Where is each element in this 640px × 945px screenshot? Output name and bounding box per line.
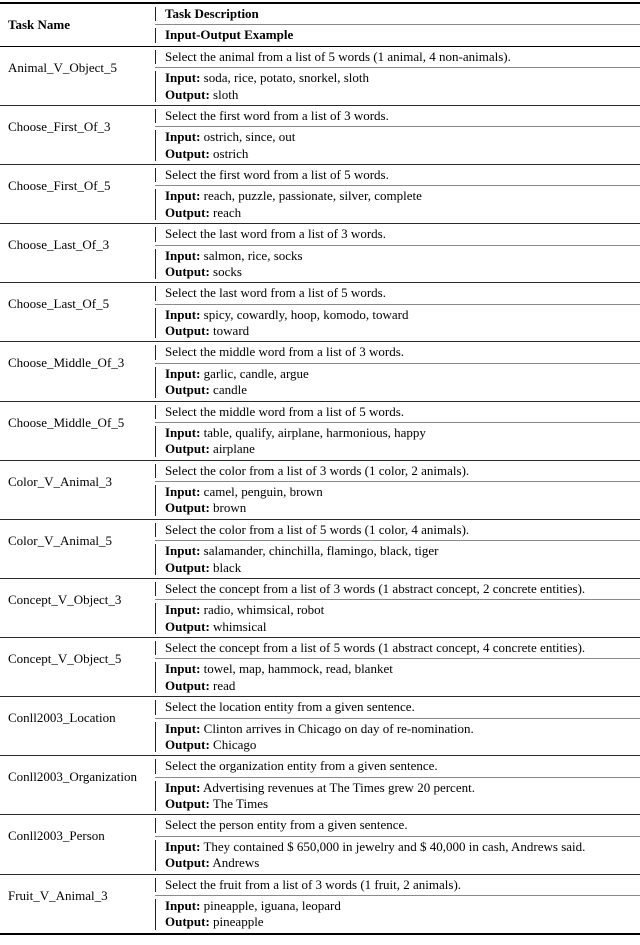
table-row bbox=[0, 342, 640, 401]
column-header-task-name: Task Name bbox=[8, 16, 71, 32]
task-name: Concept_V_Object_3 bbox=[8, 591, 122, 607]
io-example-cell bbox=[155, 599, 640, 637]
input-line bbox=[165, 70, 638, 86]
output-line bbox=[165, 323, 638, 339]
table-row bbox=[0, 815, 640, 874]
input-value: spicy, cowardly, hoop, komodo, toward bbox=[203, 306, 409, 322]
task-name: Choose_First_Of_3 bbox=[8, 118, 111, 134]
output-label: Output: bbox=[165, 441, 210, 457]
task-description: Select the concept from a list of 5 words (1 abstract concept, 4 concrete entities). bbox=[155, 638, 640, 658]
output-label: Output: bbox=[165, 86, 210, 102]
input-label: Input: bbox=[165, 779, 201, 795]
task-table bbox=[0, 2, 640, 935]
row-right-column bbox=[155, 106, 640, 164]
input-label: Input: bbox=[165, 602, 201, 618]
input-line bbox=[165, 129, 638, 145]
output-value: reach bbox=[213, 204, 242, 220]
output-label: Output: bbox=[165, 323, 210, 338]
table-row bbox=[0, 402, 640, 461]
input-label: Input: bbox=[165, 306, 201, 322]
row-right-column bbox=[155, 342, 640, 400]
column-header-task-description: Task Description bbox=[155, 4, 640, 24]
output-line bbox=[165, 678, 638, 694]
input-line bbox=[165, 307, 638, 323]
output-line bbox=[165, 737, 638, 753]
output-label: Output: bbox=[165, 618, 210, 634]
task-description: Select the color from a list of 3 words (1 color, 2 animals). bbox=[155, 461, 640, 481]
table-row bbox=[0, 756, 640, 815]
task-description: Select the middle word from a list of 3 words. bbox=[155, 342, 640, 362]
output-label: Output: bbox=[165, 559, 210, 575]
task-name: Fruit_V_Animal_3 bbox=[8, 887, 108, 903]
output-line bbox=[165, 855, 638, 871]
output-value: toward bbox=[213, 323, 250, 338]
output-value: brown bbox=[213, 500, 247, 516]
input-line bbox=[165, 366, 638, 382]
output-line bbox=[165, 264, 638, 280]
row-right-column bbox=[155, 47, 640, 105]
row-right-column bbox=[155, 579, 640, 637]
row-right-column bbox=[155, 520, 640, 578]
table-row bbox=[0, 520, 640, 579]
task-name: Conll2003_Location bbox=[8, 710, 116, 726]
input-line bbox=[165, 188, 638, 204]
input-value: Clinton arrives in Chicago on day of re-nomination. bbox=[203, 720, 474, 736]
task-description: Select the first word from a list of 3 words. bbox=[155, 106, 640, 126]
output-label: Output: bbox=[165, 263, 210, 279]
table-row bbox=[0, 697, 640, 756]
table-row bbox=[0, 47, 640, 106]
input-label: Input: bbox=[165, 484, 201, 499]
task-description: Select the color from a list of 5 words (1 color, 4 animals). bbox=[155, 520, 640, 540]
input-label: Input: bbox=[165, 70, 201, 86]
row-right-column bbox=[155, 697, 640, 755]
input-line bbox=[165, 484, 638, 500]
input-line bbox=[165, 543, 638, 559]
task-description: Select the location entity from a given sentence. bbox=[155, 697, 640, 717]
input-label: Input: bbox=[165, 247, 201, 263]
input-label: Input: bbox=[165, 188, 201, 204]
input-value: towel, map, hammock, read, blanket bbox=[203, 661, 393, 677]
table-row bbox=[0, 224, 640, 283]
output-label: Output: bbox=[165, 855, 210, 871]
input-value: garlic, candle, argue bbox=[203, 365, 309, 381]
output-value: whimsical bbox=[213, 618, 267, 634]
output-line bbox=[165, 500, 638, 516]
output-value: sloth bbox=[213, 86, 239, 102]
task-description: Select the organization entity from a given sentence. bbox=[155, 756, 640, 776]
io-example-cell bbox=[155, 67, 640, 105]
output-value: pineapple bbox=[213, 914, 264, 930]
input-label: Input: bbox=[165, 720, 201, 736]
row-right-column bbox=[155, 638, 640, 696]
output-value: ostrich bbox=[213, 145, 249, 161]
input-value: salamander, chinchilla, flamingo, black, tiger bbox=[203, 543, 439, 559]
output-label: Output: bbox=[165, 736, 210, 752]
output-line bbox=[165, 619, 638, 635]
task-description: Select the person entity from a given sentence. bbox=[155, 815, 640, 835]
output-label: Output: bbox=[165, 500, 210, 516]
output-line bbox=[165, 382, 638, 398]
table-header bbox=[0, 4, 640, 47]
io-example-cell bbox=[155, 422, 640, 460]
row-right-column bbox=[155, 815, 640, 873]
task-name: Concept_V_Object_5 bbox=[8, 651, 122, 666]
input-value: reach, puzzle, passionate, silver, complete bbox=[203, 188, 422, 204]
output-label: Output: bbox=[165, 914, 210, 930]
header-right-column bbox=[155, 4, 640, 46]
output-label: Output: bbox=[165, 677, 210, 693]
output-label: Output: bbox=[165, 204, 210, 220]
io-example-cell bbox=[155, 481, 640, 519]
task-description: Select the middle word from a list of 5 words. bbox=[155, 402, 640, 422]
input-line bbox=[165, 248, 638, 264]
input-label: Input: bbox=[165, 543, 201, 559]
output-line bbox=[165, 87, 638, 103]
output-value: Andrews bbox=[212, 855, 260, 871]
input-value: camel, penguin, brown bbox=[203, 484, 323, 499]
row-right-column bbox=[155, 461, 640, 519]
task-name: Choose_Middle_Of_5 bbox=[8, 414, 125, 430]
input-value: soda, rice, potato, snorkel, sloth bbox=[203, 70, 370, 86]
input-value: radio, whimsical, robot bbox=[203, 602, 325, 618]
table-row bbox=[0, 579, 640, 638]
io-example-cell bbox=[155, 363, 640, 401]
io-example-cell bbox=[155, 245, 640, 283]
task-name: Conll2003_Organization bbox=[8, 769, 138, 785]
input-label: Input: bbox=[165, 838, 201, 854]
column-header-io-example: Input-Output Example bbox=[155, 24, 640, 45]
output-line bbox=[165, 146, 638, 162]
input-value: They contained $ 650,000 in jewelry and $ 40,000 in cash, Andrews said. bbox=[203, 838, 586, 854]
input-line bbox=[165, 661, 638, 677]
output-line bbox=[165, 914, 638, 930]
io-example-cell bbox=[155, 718, 640, 756]
task-name: Choose_First_Of_5 bbox=[8, 178, 111, 193]
row-right-column bbox=[155, 224, 640, 282]
input-label: Input: bbox=[165, 661, 201, 677]
row-right-column bbox=[155, 402, 640, 460]
table-row bbox=[0, 106, 640, 165]
output-line bbox=[165, 560, 638, 576]
input-line bbox=[165, 898, 638, 914]
table-row bbox=[0, 283, 640, 342]
task-description: Select the last word from a list of 3 words. bbox=[155, 224, 640, 244]
io-example-cell bbox=[155, 540, 640, 578]
output-value: candle bbox=[213, 382, 247, 398]
task-name: Choose_Last_Of_5 bbox=[8, 296, 110, 312]
output-line bbox=[165, 796, 638, 812]
input-line bbox=[165, 602, 638, 618]
input-line bbox=[165, 425, 638, 441]
output-value: socks bbox=[213, 263, 242, 279]
input-value: salmon, rice, socks bbox=[203, 247, 303, 263]
input-value: table, qualify, airplane, harmonious, happy bbox=[203, 424, 426, 440]
input-line bbox=[165, 839, 638, 855]
task-name: Color_V_Animal_5 bbox=[8, 532, 112, 548]
task-description: Select the animal from a list of 5 words (1 animal, 4 non-animals). bbox=[155, 47, 640, 67]
input-label: Input: bbox=[165, 424, 201, 440]
input-label: Input: bbox=[165, 129, 201, 145]
output-line bbox=[165, 205, 638, 221]
task-description: Select the first word from a list of 5 words. bbox=[155, 165, 640, 185]
task-name: Color_V_Animal_3 bbox=[8, 473, 112, 489]
table-row bbox=[0, 165, 640, 224]
output-label: Output: bbox=[165, 382, 210, 398]
output-value: Chicago bbox=[213, 736, 257, 752]
input-label: Input: bbox=[165, 365, 201, 381]
input-line bbox=[165, 721, 638, 737]
io-example-cell bbox=[155, 126, 640, 164]
table-row bbox=[0, 875, 640, 933]
task-description: Select the concept from a list of 3 words (1 abstract concept, 2 concrete entities). bbox=[155, 579, 640, 599]
output-value: black bbox=[213, 559, 242, 575]
io-example-cell bbox=[155, 836, 640, 874]
output-value: The Times bbox=[212, 796, 269, 811]
task-name: Choose_Middle_Of_3 bbox=[8, 355, 125, 371]
io-example-cell bbox=[155, 185, 640, 223]
output-value: read bbox=[213, 677, 236, 693]
output-value: airplane bbox=[213, 441, 255, 457]
row-right-column bbox=[155, 283, 640, 341]
io-example-cell bbox=[155, 304, 640, 342]
input-value: ostrich, since, out bbox=[203, 129, 296, 145]
task-name: Animal_V_Object_5 bbox=[8, 59, 118, 75]
input-value: Advertising revenues at The Times grew 20 percent. bbox=[202, 779, 475, 795]
io-example-cell bbox=[155, 658, 640, 696]
table-row bbox=[0, 638, 640, 697]
input-value: pineapple, iguana, leopard bbox=[203, 897, 341, 913]
table-body bbox=[0, 47, 640, 933]
row-right-column bbox=[155, 165, 640, 223]
output-line bbox=[165, 441, 638, 457]
output-label: Output: bbox=[165, 796, 210, 811]
row-right-column bbox=[155, 756, 640, 814]
input-line bbox=[165, 780, 638, 796]
task-name: Conll2003_Person bbox=[8, 828, 105, 844]
task-description: Select the fruit from a list of 3 words (1 fruit, 2 animals). bbox=[155, 875, 640, 895]
input-label: Input: bbox=[165, 897, 201, 913]
task-description: Select the last word from a list of 5 words. bbox=[155, 283, 640, 303]
task-name: Choose_Last_Of_3 bbox=[8, 237, 110, 253]
io-example-cell bbox=[155, 777, 640, 815]
table-row bbox=[0, 461, 640, 520]
io-example-cell bbox=[155, 895, 640, 933]
row-right-column bbox=[155, 875, 640, 933]
output-label: Output: bbox=[165, 145, 210, 161]
